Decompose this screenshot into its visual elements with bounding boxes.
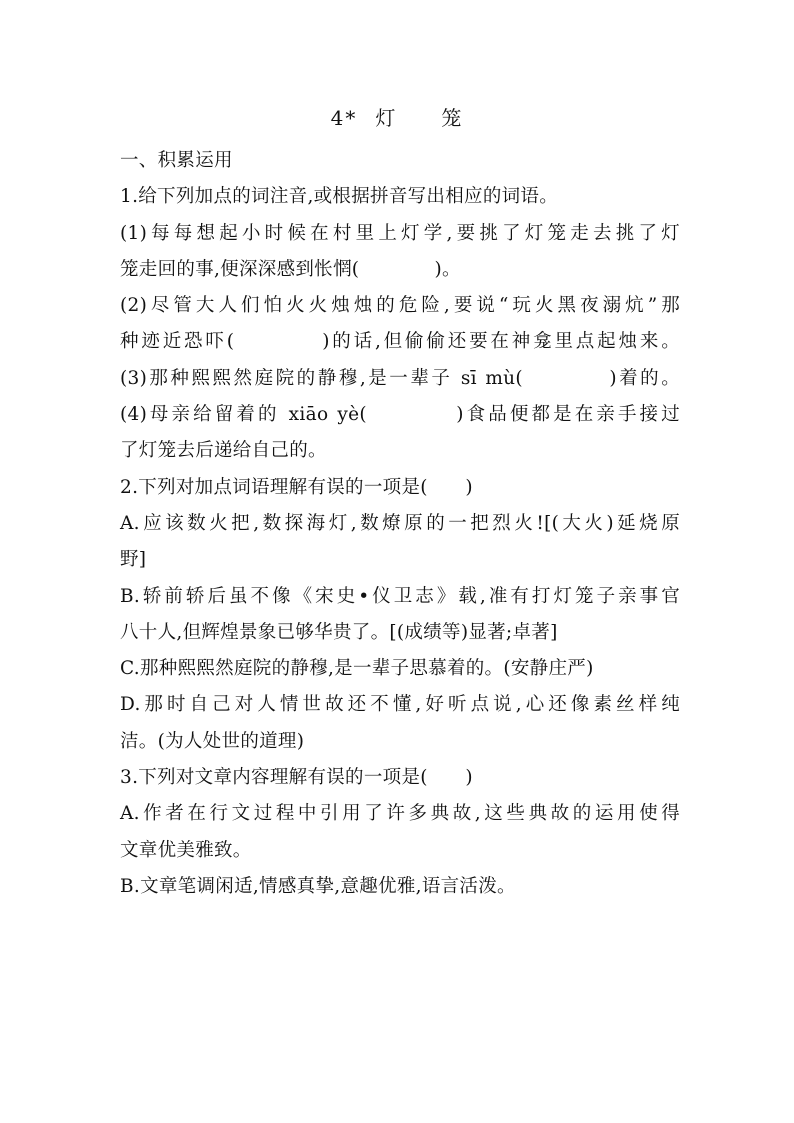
- q2-option-a-line-2: 野]: [120, 549, 147, 571]
- q1-item-1-line-1: (1)每每想起小时候在村里上灯学,要挑了灯笼走去挑了灯: [120, 222, 680, 244]
- q1-item-4-line-2: 了灯笼去后递给自己的。: [120, 440, 327, 462]
- title-char-2: 笼: [441, 106, 464, 130]
- q2-option-d-line-1: D.那时自己对人情世故还不懂,好听点说,心还像素丝样纯: [120, 694, 680, 716]
- page-title: [0, 104, 794, 132]
- document-body: [120, 143, 680, 905]
- section-heading: 一、积累运用: [120, 150, 233, 171]
- question-1-stem: 1.给下列加点的词注音,或根据拼音写出相应的词语。: [120, 186, 559, 208]
- q3-option-b-line-1: B.文章笔调闲适,情感真挚,意趣优雅,语言活泼。: [120, 875, 516, 897]
- q1-item-2-line-1: (2)尽管大人们怕火火烛烛的危险,要说“玩火黑夜溺炕”那: [120, 295, 680, 317]
- q3-option-a-line-1: A.作者在行文过程中引用了许多典故,这些典故的运用使得: [120, 803, 680, 825]
- q2-option-d-line-2: 洁。(为人处世的道理): [120, 730, 305, 752]
- question-2-stem: 2.下列对加点词语理解有误的一项是( ): [120, 476, 473, 498]
- q1-item-3-line-1: (3)那种熙熙然庭院的静穆,是一辈子 sī mù( )着的。: [120, 367, 680, 389]
- question-3-stem: 3.下列对文章内容理解有误的一项是( ): [120, 767, 473, 789]
- q2-option-b-line-1: B.轿前轿后虽不像《宋史•仪卫志》载,准有打灯笼子亲事官: [120, 585, 680, 607]
- q2-option-c-line-1: C.那种熙熙然庭院的静穆,是一辈子思慕着的。(安静庄严): [120, 658, 594, 680]
- q2-option-a-line-1: A.应该数火把,数探海灯,数燎原的一把烈火![(大火)延烧原: [120, 512, 680, 534]
- q1-item-1-line-2: 笼走回的事,便深深感到怅惘( )。: [120, 258, 461, 280]
- title-char-1: 灯: [375, 106, 398, 130]
- q1-item-2-line-2: 种迹近恐吓( )的话,但偷偷还要在神龛里点起烛来。: [120, 331, 680, 353]
- q2-option-b-line-2: 八十人,但辉煌景象已够华贵了。[(成绩等)显著;卓著]: [120, 621, 558, 643]
- q3-option-a-line-2: 文章优美雅致。: [120, 839, 252, 861]
- q1-item-4-line-1: (4)母亲给留着的 xiāo yè( )食品便都是在亲手接过: [120, 404, 680, 426]
- title-number: 4*: [330, 106, 358, 130]
